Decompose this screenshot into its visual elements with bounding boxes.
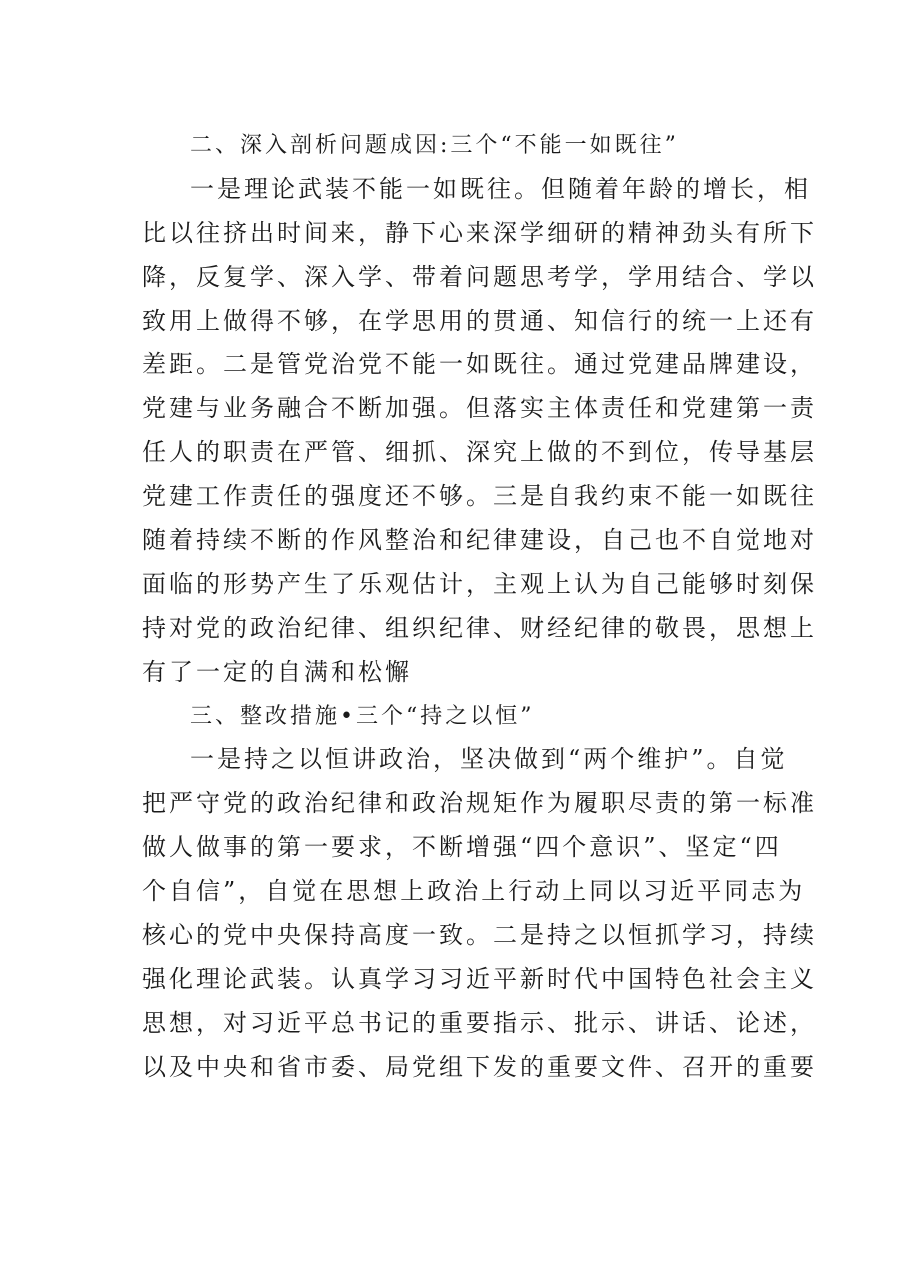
paragraph-line: 思想，对习近平总书记的重要指示、批示、讲话、论述，	[142, 1008, 817, 1037]
paragraph-line: 面临的形势产生了乐观估计，主观上认为自己能够时刻保	[142, 569, 817, 598]
paragraph-line: 随着持续不断的作风整治和纪律建设，自己也不自觉地对	[142, 526, 817, 555]
paragraph-line: 核心的党中央保持高度一致。二是持之以恒抓学习，持续	[142, 921, 817, 950]
document-body	[142, 124, 817, 1090]
paragraph-measures	[142, 738, 817, 1089]
paragraph-line: 持对党的政治纪律、组织纪律、财经纪律的敬畏，思想上	[142, 613, 817, 642]
paragraph-line: 差距。二是管党治党不能一如既往。通过党建品牌建设，	[142, 350, 817, 379]
paragraph-line: 把严守党的政治纪律和政治规矩作为履职尽责的第一标准	[142, 789, 817, 818]
paragraph-causes	[142, 168, 817, 695]
section-heading-2: 二、深入剖析问题成因:三个“不能一如既往”	[190, 133, 679, 158]
paragraph-line: 以及中央和省市委、局党组下发的重要文件、召开的重要	[142, 1052, 817, 1081]
paragraph-line: 任人的职责在严管、细抓、深究上做的不到位，传导基层	[142, 438, 817, 467]
paragraph-line: 做人做事的第一要求，不断增强“四个意识”、坚定“四	[142, 833, 782, 862]
paragraph-line: 一是理论武装不能一如既往。但随着年龄的增长，相	[190, 174, 811, 203]
paragraph-line: 个自信”，自觉在思想上政治上行动上同以习近平同志为	[142, 877, 806, 906]
paragraph-line: 党建工作责任的强度还不够。三是自我约束不能一如既往	[142, 482, 817, 511]
section-heading-3: 三、整改措施•三个“持之以恒”	[190, 703, 535, 729]
paragraph-line: 致用上做得不够，在学思用的贯通、知信行的统一上还有	[142, 306, 817, 335]
paragraph-line: 比以往挤出时间来，静下心来深学细研的精神劲头有所下	[142, 218, 817, 247]
paragraph-line: 党建与业务融合不断加强。但落实主体责任和党建第一责	[142, 394, 817, 423]
paragraph-line: 降，反复学、深入学、带着问题思考学，学用结合、学以	[142, 262, 817, 291]
paragraph-line: 一是持之以恒讲政治，坚决做到“两个维护”。自觉	[190, 745, 788, 774]
paragraph-line: 有了一定的自满和松懈	[142, 657, 412, 686]
paragraph-line: 强化理论武装。认真学习习近平新时代中国特色社会主义	[142, 964, 817, 993]
